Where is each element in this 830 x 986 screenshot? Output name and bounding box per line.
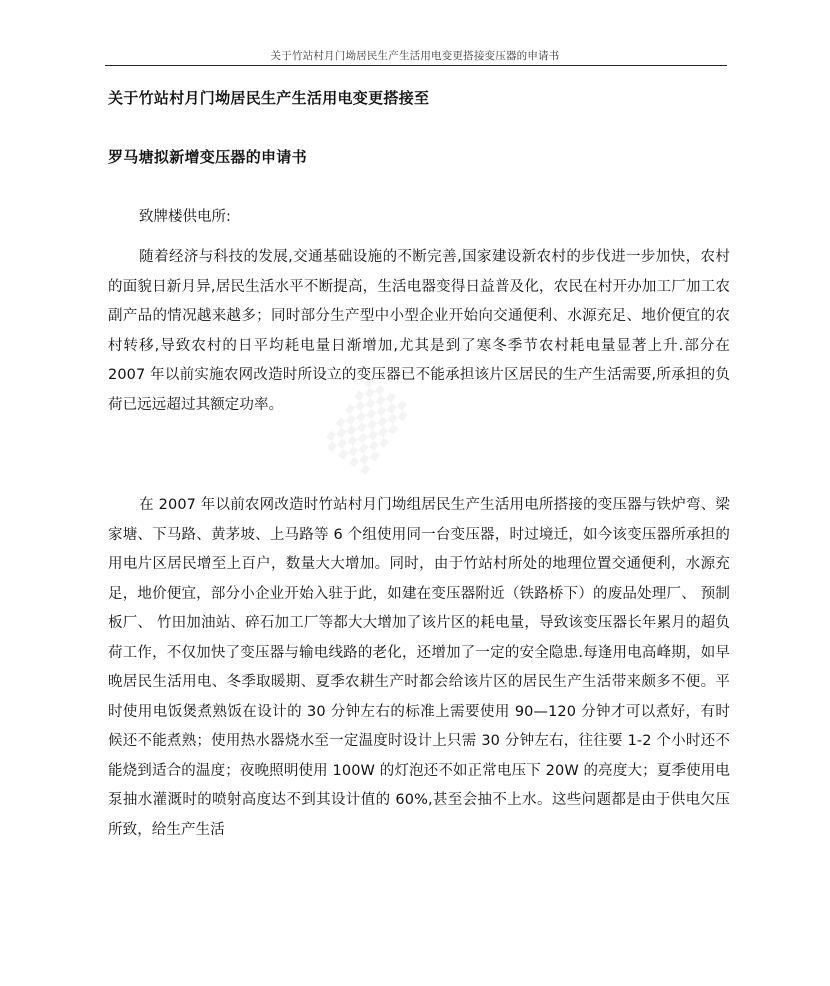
- header-divider: [105, 65, 727, 66]
- body-paragraph-2: 在 2007 年以前农网改造时竹站村月门坳组居民生产生活用电所搭接的变压器与铁炉弯、梁家塘、下马路、黄茅坡、上马路等 6 个组使用同一台变压器，时过境迁，如今该变压器所承担的用电片区居民增至上百户，数量大大增加。同时，由于竹站村所处的地理位置交通便利，水源充足，地价便宜，部分小企业开始入驻于此，如建在变压器附近（铁路桥下）的废品处理厂、 预制板厂、 竹田加油站、碎石加工厂等都大大增加了该片区的耗电量，导致该变压器长年累月的超负荷工作，不仅加快了变压器与输电线路的老化，还增加了一定的安全隐患.每逢用电高峰期，如早晚居民生活用电、冬季取暖期、夏季农耕生产时都会给该片区的居民生产生活带来颇多不便。平时使用电饭煲煮熟饭在设计的 30 分钟左右的标准上需要使用 90—120 分钟才可以煮好，有时候还不能煮熟；使用热水器烧水至一定温度时设计上只需 30 分钟左右，往往要 1-2 个小时还不能烧到适合的温度；夜晚照明使用 100W 的灯泡还不如正常电压下 20W 的亮度大；夏季使用电泵抽水灌溉时的喷射高度达不到其设计值的 60%,甚至会抽不上水。这些问题都是由于供电欠压所致，给生产生活: [108, 497, 730, 838]
- running-header: 关于竹站村月门坳居民生产生活用电变更搭接变压器的申请书: [270, 50, 560, 62]
- document-title-line2: 罗马塘拟新增变压器的申请书: [108, 148, 307, 166]
- salutation: 致牌楼供电所:: [139, 209, 231, 225]
- body-paragraph-1: 随着经济与科技的发展,交通基础设施的不断完善,国家建设新农村的步伐进一步加快，农村的面貌日新月异,居民生活水平不断提高，生活电器变得日益普及化，农民在村开办加工厂加工农副产品的情况越来越多；同时部分生产型中小型企业开始向交通便利、水源充足、地价便宜的农村转移,导致农村的日平均耗电量日渐增加,尤其是到了寒冬季节农村耗电量显著上升.部分在 2007 年以前实施农网改造时所设立的变压器已不能承担该片区居民的生产生活需要,所承担的负荷已远远超过其额定功率。: [108, 249, 730, 413]
- document-title-line1: 关于竹站村月门坳居民生产生活用电变更搭接至: [108, 89, 430, 107]
